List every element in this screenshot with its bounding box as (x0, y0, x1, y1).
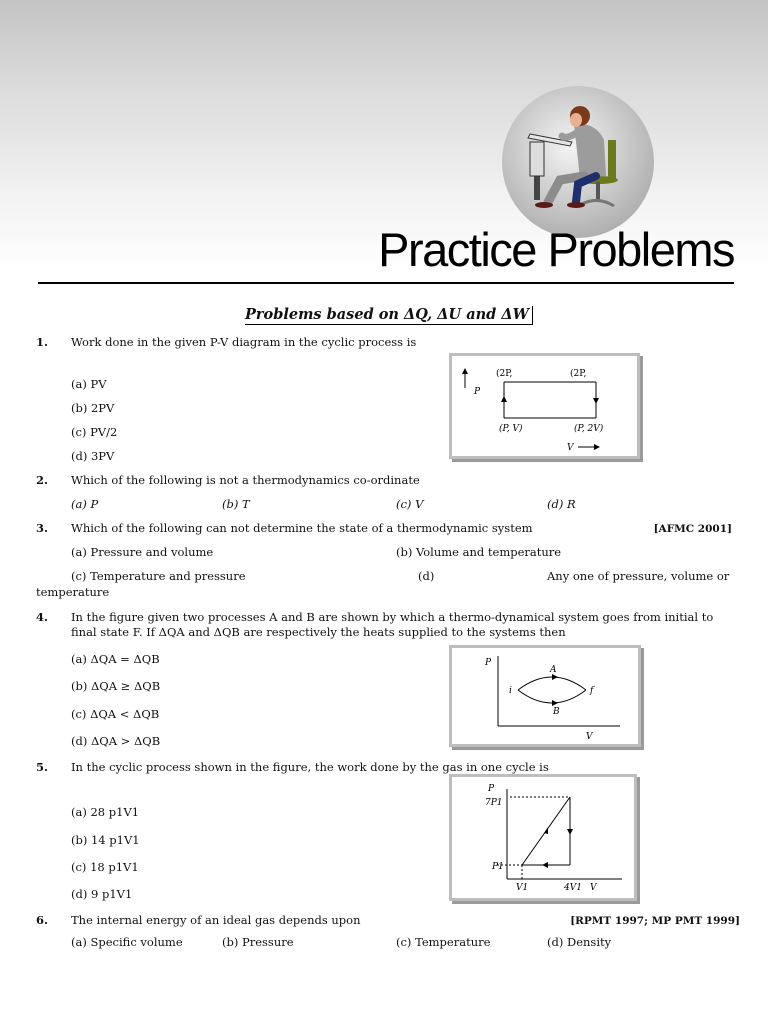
q1-option-b: (b) 2PV (71, 401, 115, 415)
q2-option-c: (c) V (396, 497, 424, 511)
q4-label-b: B (553, 707, 560, 717)
q5-option-a: (a) 28 p1V1 (71, 805, 140, 819)
q5-v-axis-label: V (590, 883, 597, 893)
q2-option-b: (b) T (222, 497, 250, 511)
q4-label-i: i (509, 686, 512, 696)
q5-label-4v1: 4V1 (564, 883, 582, 893)
page-title: Practice Problems (378, 223, 734, 276)
q2-option-d: (d) R (547, 497, 576, 511)
q6-option-c: (c) Temperature (396, 935, 491, 949)
q4-label-f: f (590, 686, 594, 696)
q1-p-axis-label: P (474, 387, 481, 397)
question-2-text: Which of the following is not a thermodynamics co-ordinate (71, 473, 420, 487)
q6-option-d: (d) Density (547, 935, 612, 949)
q5-label-7p1: 7P1 (485, 798, 503, 808)
q5-option-d: (d) 9 p1V1 (71, 887, 133, 901)
q3-option-b: (b) Volume and temperature (396, 545, 562, 559)
q4-option-c: (c) ΔQA < ΔQB (71, 707, 160, 721)
q5-option-b: (b) 14 p1V1 (71, 833, 140, 847)
question-2-number: 2. (36, 473, 49, 487)
q4-p-axis-label: P (485, 658, 492, 668)
q1-label-top-right: (2P, (570, 369, 587, 379)
question-6-number: 6. (36, 913, 49, 927)
q3-option-c: (c) Temperature and pressure (71, 569, 246, 583)
q5-label-v1: V1 (516, 883, 529, 893)
question-5-number: 5. (36, 760, 49, 774)
q5-option-c: (c) 18 p1V1 (71, 860, 139, 874)
section-title: Problems based on ΔQ, ΔU and ΔW (245, 306, 533, 323)
title-divider (38, 282, 734, 284)
question-4-text-line1: In the figure given two processes A and B are shown by which a thermo-dynamical system goes from initial to (71, 610, 714, 624)
q4-option-d: (d) ΔQA > ΔQB (71, 734, 161, 748)
question-1-number: 1. (36, 335, 49, 349)
q1-option-a: (a) PV (71, 377, 107, 391)
q1-option-d: (d) 3PV (71, 449, 115, 463)
q4-label-a: A (550, 665, 557, 675)
q1-label-bottom-left: (P, V) (499, 424, 523, 434)
question-5-text: In the cyclic process shown in the figure, the work done by the gas in one cycle is (71, 760, 549, 774)
q1-v-axis-label: V (567, 443, 574, 453)
q6-option-a: (a) Specific volume (71, 935, 183, 949)
question-4-number: 4. (36, 610, 49, 624)
question-3-source: [AFMC 2001] (653, 523, 732, 535)
q4-process-figure (449, 645, 641, 747)
q4-option-a: (a) ΔQA = ΔQB (71, 652, 160, 666)
q5-label-p1: P1 (492, 862, 504, 872)
question-3-number: 3. (36, 521, 49, 535)
q4-option-b: (b) ΔQA ≥ ΔQB (71, 679, 161, 693)
q4-v-axis-label: V (586, 732, 593, 742)
q5-p-axis-label: P (488, 784, 495, 794)
q3-option-d-label: (d) (418, 569, 435, 583)
q1-pv-figure (449, 353, 640, 459)
question-6-text: The internal energy of an ideal gas depends upon (71, 913, 361, 927)
question-6-source: [RPMT 1997; MP PMT 1999] (570, 915, 740, 927)
q2-option-a: (a) P (71, 497, 99, 511)
question-3-text: Which of the following can not determine the state of a thermodynamic system (71, 521, 533, 535)
q5-cycle-figure (449, 774, 637, 901)
question-4-text-line2: final state F. If ΔQA and ΔQB are respectively the heats supplied to the systems then (71, 625, 566, 639)
question-1-text: Work done in the given P-V diagram in the cyclic process is (71, 335, 417, 349)
q3-option-d-text: Any one of pressure, volume or (547, 569, 730, 583)
student-writing-logo (500, 84, 656, 240)
q1-option-c: (c) PV/2 (71, 425, 118, 439)
q1-label-bottom-right: (P, 2V) (574, 424, 604, 434)
q1-label-top-left: (2P, (496, 369, 513, 379)
q3-option-a: (a) Pressure and volume (71, 545, 214, 559)
q3-option-d-continued: temperature (36, 585, 110, 599)
q6-option-b: (b) Pressure (222, 935, 294, 949)
